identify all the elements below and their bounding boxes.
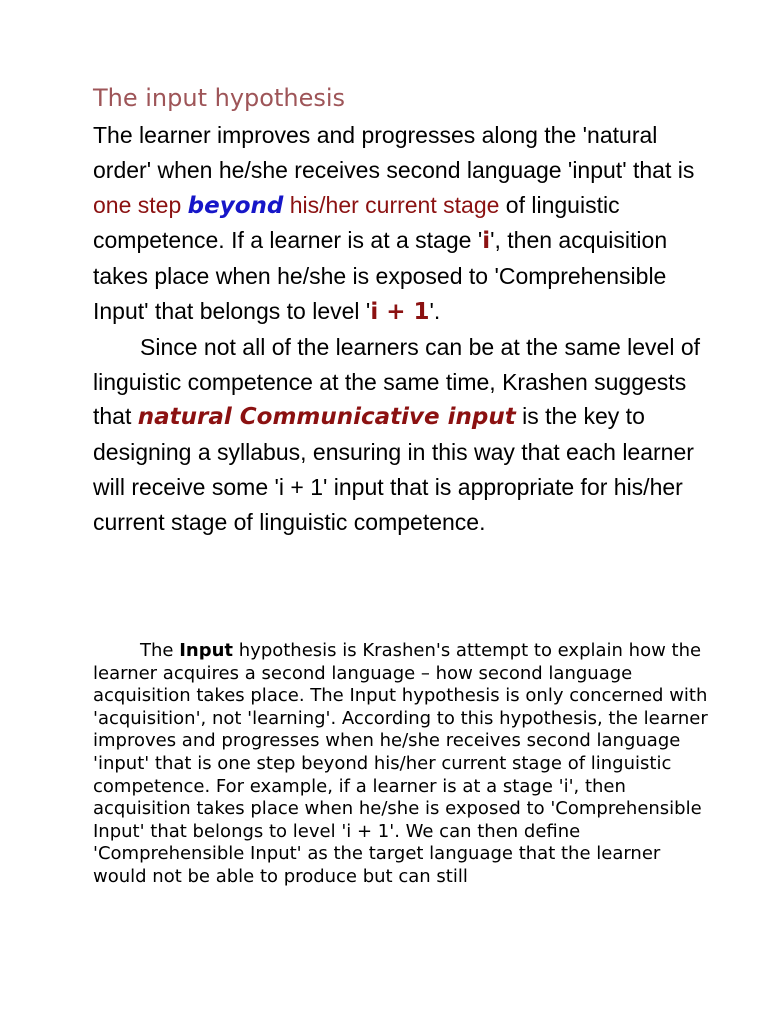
level-i-plus-1: i + 1 bbox=[370, 298, 430, 325]
main-text bbox=[93, 118, 713, 540]
paragraph-3-text-a: The bbox=[140, 640, 180, 661]
paragraph-2-text-a: Since not all of the learners can be at the same level of linguistic competence at the same time, Krashen suggests that bbox=[93, 333, 700, 430]
highlight-beyond: beyond bbox=[187, 192, 284, 219]
secondary-text bbox=[93, 640, 713, 889]
paragraph-1-text-c: ', then acquisition takes place when he/she is exposed to 'Comprehensible Input' that belongs to level ' bbox=[93, 227, 668, 324]
highlight-natural-communicative-input: natural Communicative input bbox=[137, 404, 516, 431]
highlight-current-stage: his/her current stage bbox=[289, 191, 500, 218]
paragraph-1-text-a: The learner improves and progresses along the 'natural order' when he/she receives second language 'input' that is bbox=[93, 122, 695, 183]
paragraph-3 bbox=[93, 640, 713, 889]
paragraph-1-text-d: '. bbox=[429, 297, 441, 324]
stage-i: i bbox=[482, 228, 491, 255]
paragraph-2-text-b: is the key to designing a syllabus, ensuring in this way that each learner will receive some 'i + 1' input that is appropriate for his/her current stage of linguistic competence. bbox=[93, 403, 694, 535]
highlight-one-step: one step bbox=[93, 191, 182, 218]
paragraph-1-text-b: of linguistic competence. If a learner is at a stage ' bbox=[93, 191, 620, 254]
paragraph-3-text-b: hypothesis is Krashen's attempt to explain how the learner acquires a second language – how second language acquisition takes place. The Input hypothesis is only concerned with 'acquisition', not 'learning'. According to this hypothesis, the learner improves and progresses when he/she receives second language 'input' that is one step beyond his/her current stage of linguistic competence. For example, if a learner is at a stage 'i', then acquisition takes place when he/she is exposed to 'Comprehensible Input' that belongs to level 'i + 1'. We can then define 'Comprehensible Input' as the target language that the learner would not be able to produce but can still bbox=[93, 640, 708, 887]
bold-input: Input bbox=[179, 640, 234, 661]
paragraph-1 bbox=[93, 118, 713, 330]
paragraph-2 bbox=[93, 330, 713, 540]
section-title: The input hypothesis bbox=[93, 84, 346, 112]
